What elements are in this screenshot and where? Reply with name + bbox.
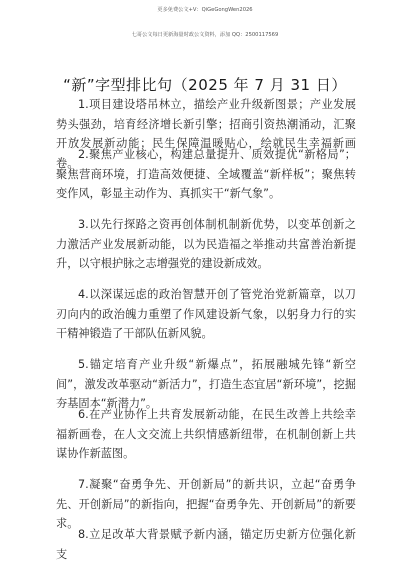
paragraph-4: 4.以深谋远虑的政治智慧开创了管党治党新篇章，以刀刃向内的政治魄力重塑了作风建设新气象，以躬身力行的实干精神锻造了干部队伍新风貌。	[56, 288, 356, 341]
paragraph-7: 7.凝聚“奋勇争先、开创新局”的新共识，立起“奋勇争先、开创新局”的新指向，把握“奋勇争先、开创新局”的新要求。	[56, 478, 356, 531]
header-contact-line: 七哥公文每日更新海量时政公文资料，添加 QQ：2500117569	[131, 32, 279, 38]
paragraph-8: 8.立足改革大背景赋予新内涵，锚定历史新方位强化新支	[56, 528, 356, 561]
paragraph-5: 5.锚定培育产业升级“新爆点”，拓展融城先锋“新空间”，激发改革驱动“新活力”，打造生态宜居“新环境”，挖掘夯基固本“新潜力”。	[56, 358, 356, 411]
paragraph-1: 1.项目建设塔吊林立，描绘产业升级新图景；产业发展势头强劲，培育经济增长新引擎；招商引资热潮涌动，汇聚开放发展新动能；民生保障温暖贴心，绘就民生幸福新画卷。	[56, 98, 356, 170]
header-promo-line: 更多免费公文+V：QiGeGongWen2026	[157, 7, 253, 13]
document-title: “新”字型排比句（2025 年 7 月 31 日）	[63, 76, 347, 94]
paragraph-2: 2.聚焦产业核心，构建总量提升、质效提优“新格局”；聚焦营商环境，打造高效便捷、全域覆盖“新样板”；聚焦转变作风，彰显主动作为、真抓实干“新气象”。	[56, 148, 356, 201]
paragraph-6: 6.在产业协作上共育发展新动能，在民生改善上共绘幸福新画卷，在人文交流上共织情感新纽带，在机制创新上共谋协作新蓝图。	[56, 408, 356, 461]
paragraph-3: 3.以先行探路之资再创体制机制新优势，以变革创新之力激活产业发展新动能，以为民造福之举推动共富善治新提升，以守根护脉之志增强党的建设新成效。	[56, 218, 356, 271]
